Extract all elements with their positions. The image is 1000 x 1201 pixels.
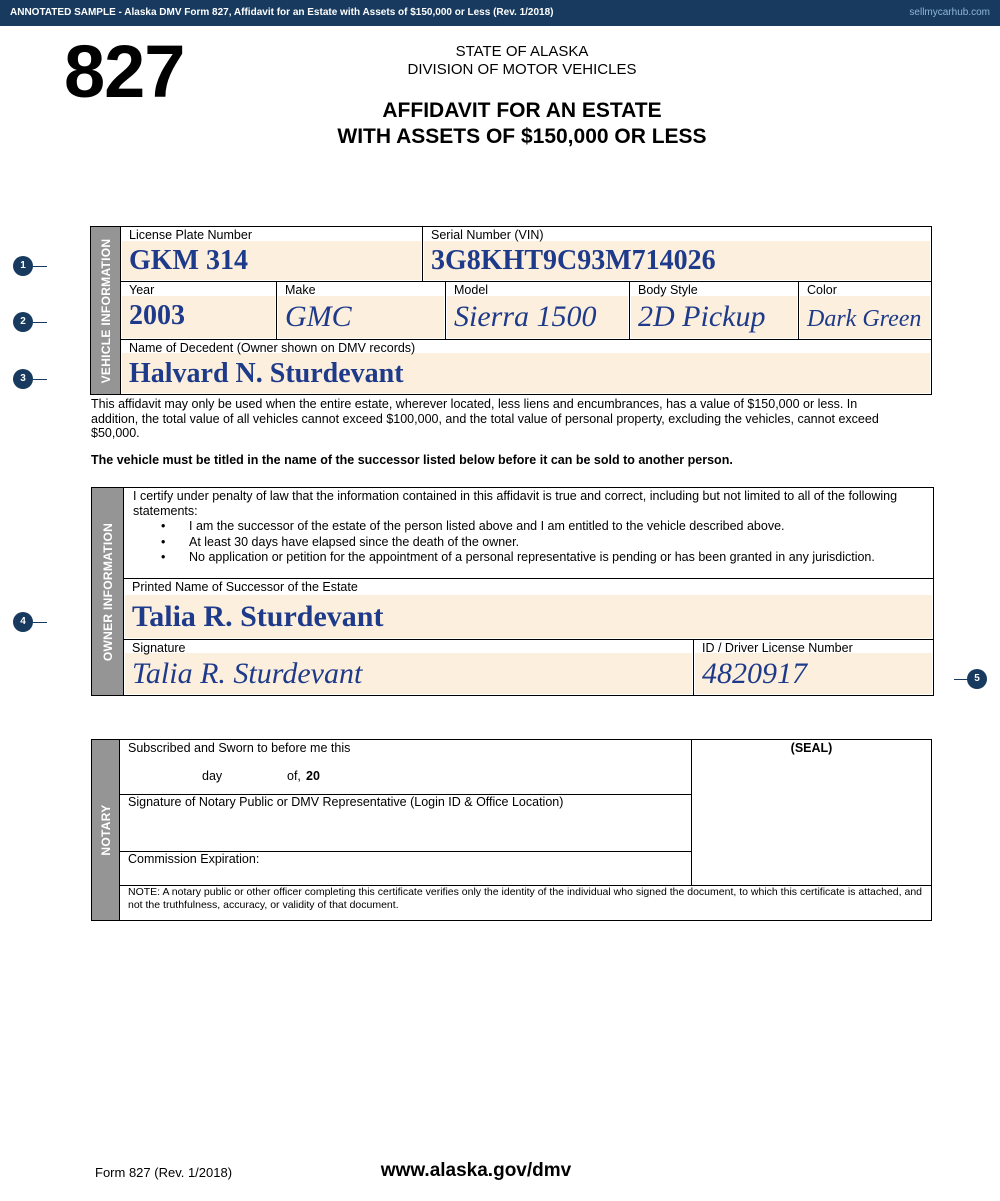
agency-line-2: DIVISION OF MOTOR VEHICLES <box>407 61 637 78</box>
decedent-name-field[interactable] <box>121 340 931 394</box>
agency-line-1: STATE OF ALASKA <box>455 43 589 60</box>
license-plate-field[interactable] <box>121 227 423 282</box>
notary-signature-label: Signature of Notary Public or DMV Representative (Login ID & Office Location) <box>128 795 564 809</box>
driver-license-value: 4820917 <box>702 657 807 690</box>
annotation-banner <box>0 0 1000 26</box>
driver-license-label: ID / Driver License Number <box>702 641 853 655</box>
annotation-badge-4[interactable]: 4 <box>13 612 33 632</box>
body-style-value: 2D Pickup <box>638 300 766 333</box>
vehicle-section-sidebar <box>91 227 121 394</box>
owner-section-label: OWNER INFORMATION <box>100 522 115 661</box>
vin-label: Serial Number (VIN) <box>431 228 544 242</box>
annotation-leader-4 <box>33 622 47 623</box>
model-value: Sierra 1500 <box>454 300 597 333</box>
certification-bullets <box>133 519 933 566</box>
titling-requirement-notice: The vehicle must be titled in the name of the successor listed below before it can be sold to another person. <box>91 453 733 467</box>
certification-bullet: • At least 30 days have elapsed since the death of the owner. <box>133 535 933 551</box>
license-plate-label: License Plate Number <box>129 228 252 242</box>
color-field[interactable] <box>799 282 931 340</box>
sworn-of-label: of, <box>287 769 301 783</box>
notary-note: NOTE: A notary public or other officer completing this certificate verifies only the identity of the individual who signed the document, to which this certificate is attached, and not the truthfulness, accuracy, or validity of that document. <box>128 886 922 911</box>
annotation-leader-2 <box>33 322 47 323</box>
year-value: 2003 <box>129 300 185 331</box>
successor-signature-label: Signature <box>132 641 186 655</box>
vin-field[interactable] <box>423 227 931 282</box>
successor-printed-name-label: Printed Name of Successor of the Estate <box>132 580 358 594</box>
sworn-year-prefix: 20 <box>306 769 320 783</box>
annotation-badge-5[interactable]: 5 <box>967 669 987 689</box>
successor-printed-name-field[interactable] <box>124 579 933 640</box>
notary-section-sidebar <box>92 740 120 920</box>
make-value: GMC <box>285 300 352 333</box>
certification-bullet: • No application or petition for the appointment of a personal representative is pending or has been granted in any jurisdiction. <box>133 550 933 566</box>
body-style-label: Body Style <box>638 283 698 297</box>
annotation-badge-1[interactable]: 1 <box>13 256 33 276</box>
owner-information-section <box>91 487 934 696</box>
decedent-name-value: Halvard N. Sturdevant <box>129 358 404 389</box>
license-plate-value: GKM 314 <box>129 245 248 276</box>
driver-license-field[interactable] <box>694 640 933 695</box>
make-field[interactable] <box>277 282 446 340</box>
sworn-statement: Subscribed and Sworn to before me this <box>128 741 351 755</box>
banner-site-link[interactable]: sellmycarhub.com <box>909 7 990 18</box>
year-label: Year <box>129 283 155 297</box>
notary-section <box>91 739 932 921</box>
form-number: 827 <box>64 30 185 113</box>
notary-seal-area <box>692 740 931 886</box>
vehicle-information-section <box>90 226 932 395</box>
form-title-line-1: AFFIDAVIT FOR AN ESTATE <box>382 99 662 122</box>
model-label: Model <box>454 283 489 297</box>
notary-signature-field[interactable] <box>120 795 692 852</box>
annotation-badge-3[interactable]: 3 <box>13 369 33 389</box>
color-label: Color <box>807 283 837 297</box>
vin-value: 3G8KHT9C93M714026 <box>431 245 716 276</box>
owner-section-sidebar <box>92 488 124 695</box>
successor-printed-name-value: Talia R. Sturdevant <box>132 600 384 633</box>
body-style-field[interactable] <box>630 282 799 340</box>
annotation-badge-2[interactable]: 2 <box>13 312 33 332</box>
sworn-date-field[interactable] <box>120 740 692 795</box>
notary-note-block <box>120 886 931 920</box>
seal-label: (SEAL) <box>790 741 833 755</box>
annotation-leader-3 <box>33 379 47 380</box>
vehicle-section-label: VEHICLE INFORMATION <box>98 238 113 383</box>
color-value: Dark Green <box>807 306 922 332</box>
footer-website[interactable]: www.alaska.gov/dmv <box>380 1160 572 1181</box>
certification-statement: I certify under penalty of law that the information contained in this affidavit is true and correct, including but not limited to all of the following statements: <box>133 489 898 518</box>
banner-title: ANNOTATED SAMPLE - Alaska DMV Form 827, Affidavit for an Estate with Assets of $150,000 or Less (Rev. 1/2018) <box>10 7 554 18</box>
commission-expiration-label: Commission Expiration: <box>128 852 260 866</box>
successor-signature-field[interactable] <box>124 640 694 695</box>
notary-section-label: NOTARY <box>98 804 113 856</box>
successor-signature-value: Talia R. Sturdevant <box>132 657 363 690</box>
decedent-name-label: Name of Decedent (Owner shown on DMV records) <box>129 341 416 355</box>
estate-notice-paragraph: This affidavit may only be used when the entire estate, wherever located, less liens and encumbrances, has a value of $150,000 or less. In addition, the total value of all vehicles cannot exceed $100,000, and the total value of personal property, excluding the vehicles, cannot exceed $50,000. <box>91 397 879 440</box>
year-field[interactable] <box>121 282 277 340</box>
certification-block <box>124 488 933 579</box>
form-title-line-2: WITH ASSETS OF $150,000 OR LESS <box>337 125 707 148</box>
footer-form-revision: Form 827 (Rev. 1/2018) <box>95 1165 233 1180</box>
annotation-leader-1 <box>33 266 47 267</box>
annotation-leader-5 <box>954 679 968 680</box>
make-label: Make <box>285 283 316 297</box>
commission-expiration-field[interactable] <box>120 852 692 886</box>
model-field[interactable] <box>446 282 630 340</box>
sworn-day-label: day <box>202 769 223 783</box>
certification-bullet: • I am the successor of the estate of the person listed above and I am entitled to the vehicle described above. <box>133 519 933 535</box>
